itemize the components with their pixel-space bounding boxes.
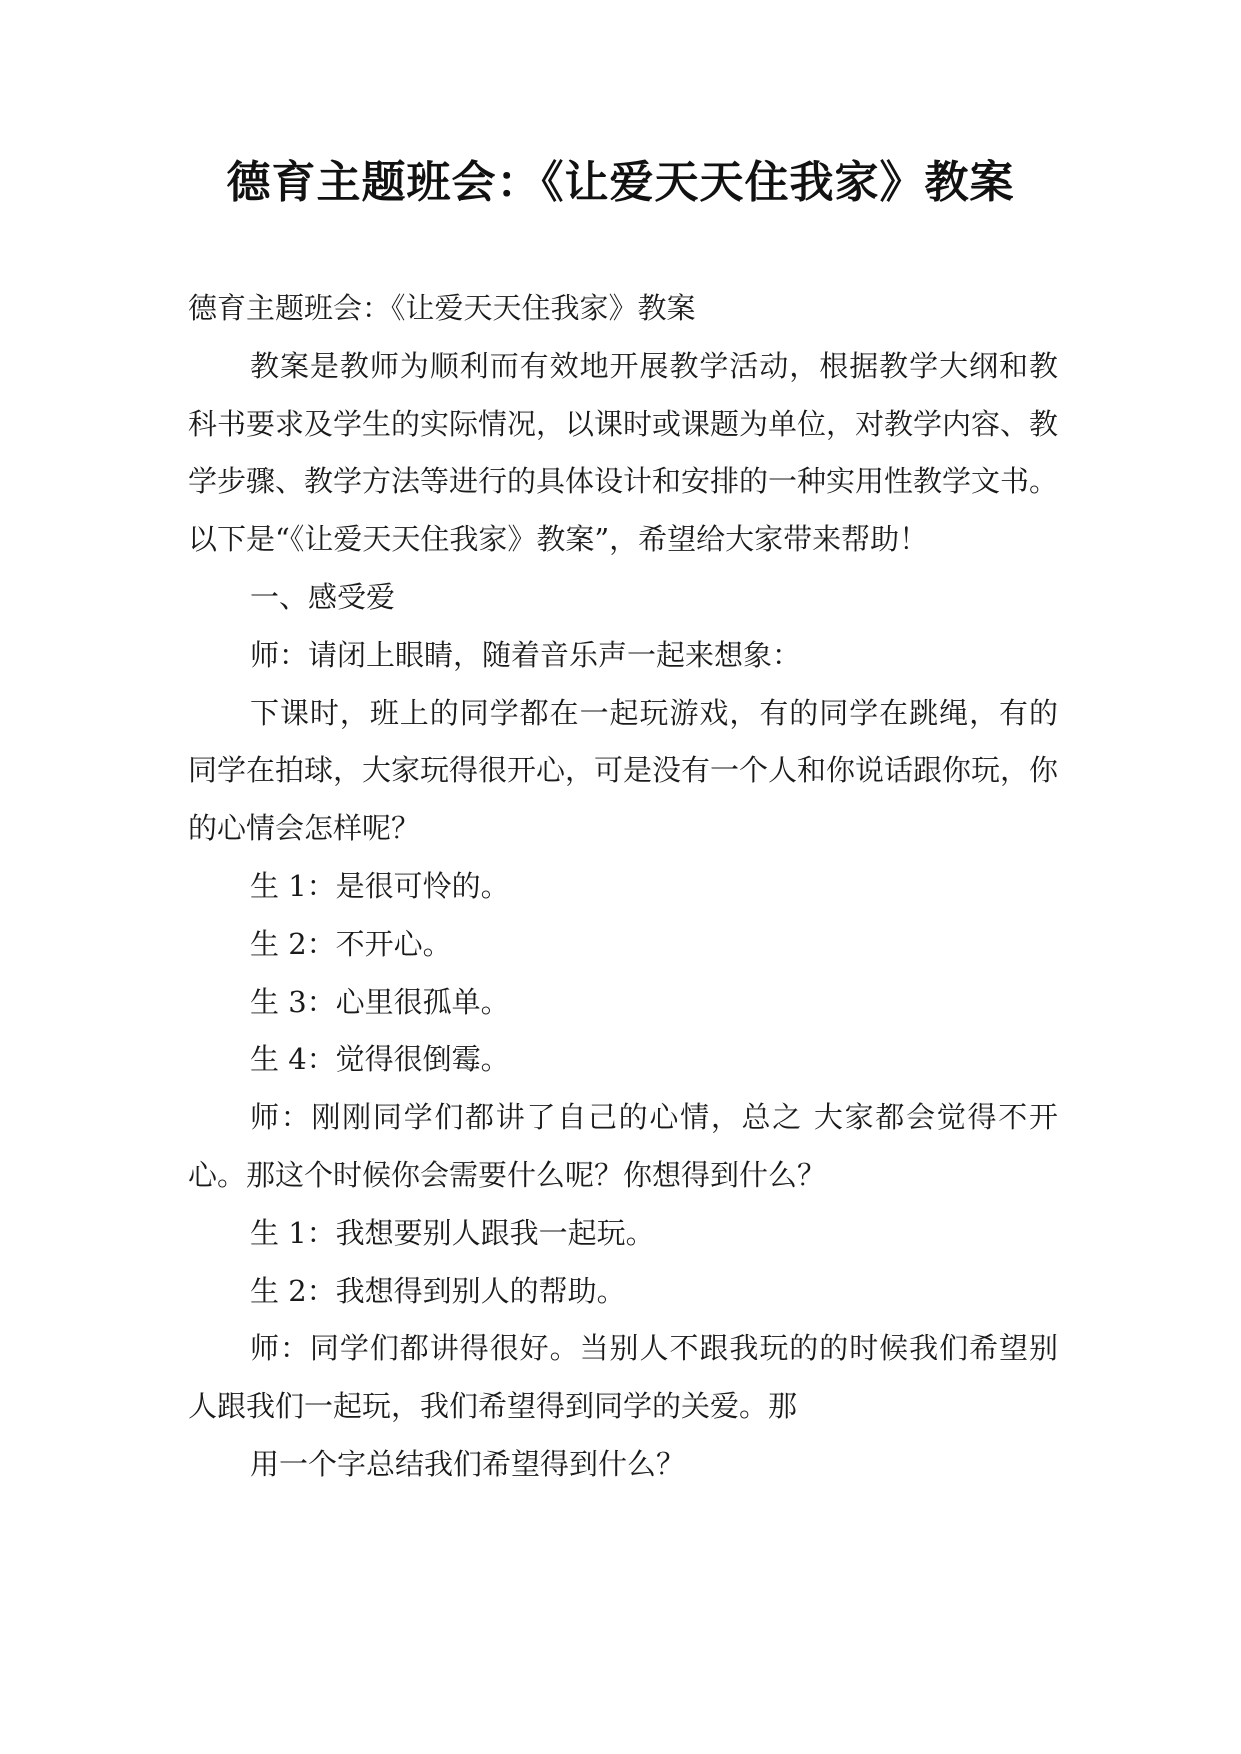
document-title: 德育主题班会：《让爱天天住我家》教案: [226, 157, 1015, 208]
dialogue-paragraph: 生 2：不开心。: [250, 926, 452, 961]
dialogue-paragraph: 师：刚刚同学们都讲了自己的心情，总之 大家都会觉得不开心。那这个时候你会需要什么呢？你想得到什么？: [188, 1100, 1058, 1192]
dialogue-paragraph: 生 1：我想要别人跟我一起玩。: [250, 1215, 655, 1250]
dialogue-paragraph: 生 4：觉得很倒霉。: [250, 1042, 510, 1077]
dialogue-paragraph: 生 2：我想得到别人的帮助。: [250, 1273, 626, 1308]
scenario-paragraph: 下课时，班上的同学都在一起玩游戏，有的同学在跳绳，有的同学在拍球，大家玩得很开心，可是没有一个人和你说话跟你玩，你的心情会怎样呢？: [188, 695, 1059, 846]
dialogue-paragraph: 师：同学们都讲得很好。当别人不跟我玩的的时候我们希望别人跟我们一起玩，我们希望得到同学的关爱。那: [188, 1331, 1058, 1424]
dialogue-paragraph: 师：请闭上眼睛，随着音乐声一起来想象：: [250, 637, 802, 672]
intro-paragraph: 教案是教师为顺利而有效地开展教学活动，根据教学大纲和教科书要求及学生的实际情况，以课时或课题为单位，对教学内容、教学步骤、教学方法等进行的具体设计和安排的一种实用性教学文书。以下是“《让爱天天住我家》教案”，希望给大家带来帮助！: [188, 348, 1059, 557]
dialogue-paragraph: 用一个字总结我们希望得到什么？: [250, 1446, 686, 1481]
document-body: [188, 280, 1058, 1494]
body-heading: 德育主题班会：《让爱天天住我家》教案: [188, 291, 696, 325]
section-heading-feel-love: 一、感受爱: [250, 579, 396, 614]
dialogue-paragraph: 生 3：心里很孤单。: [250, 984, 510, 1019]
dialogue-paragraph: 生 1：是很可怜的。: [250, 868, 510, 903]
